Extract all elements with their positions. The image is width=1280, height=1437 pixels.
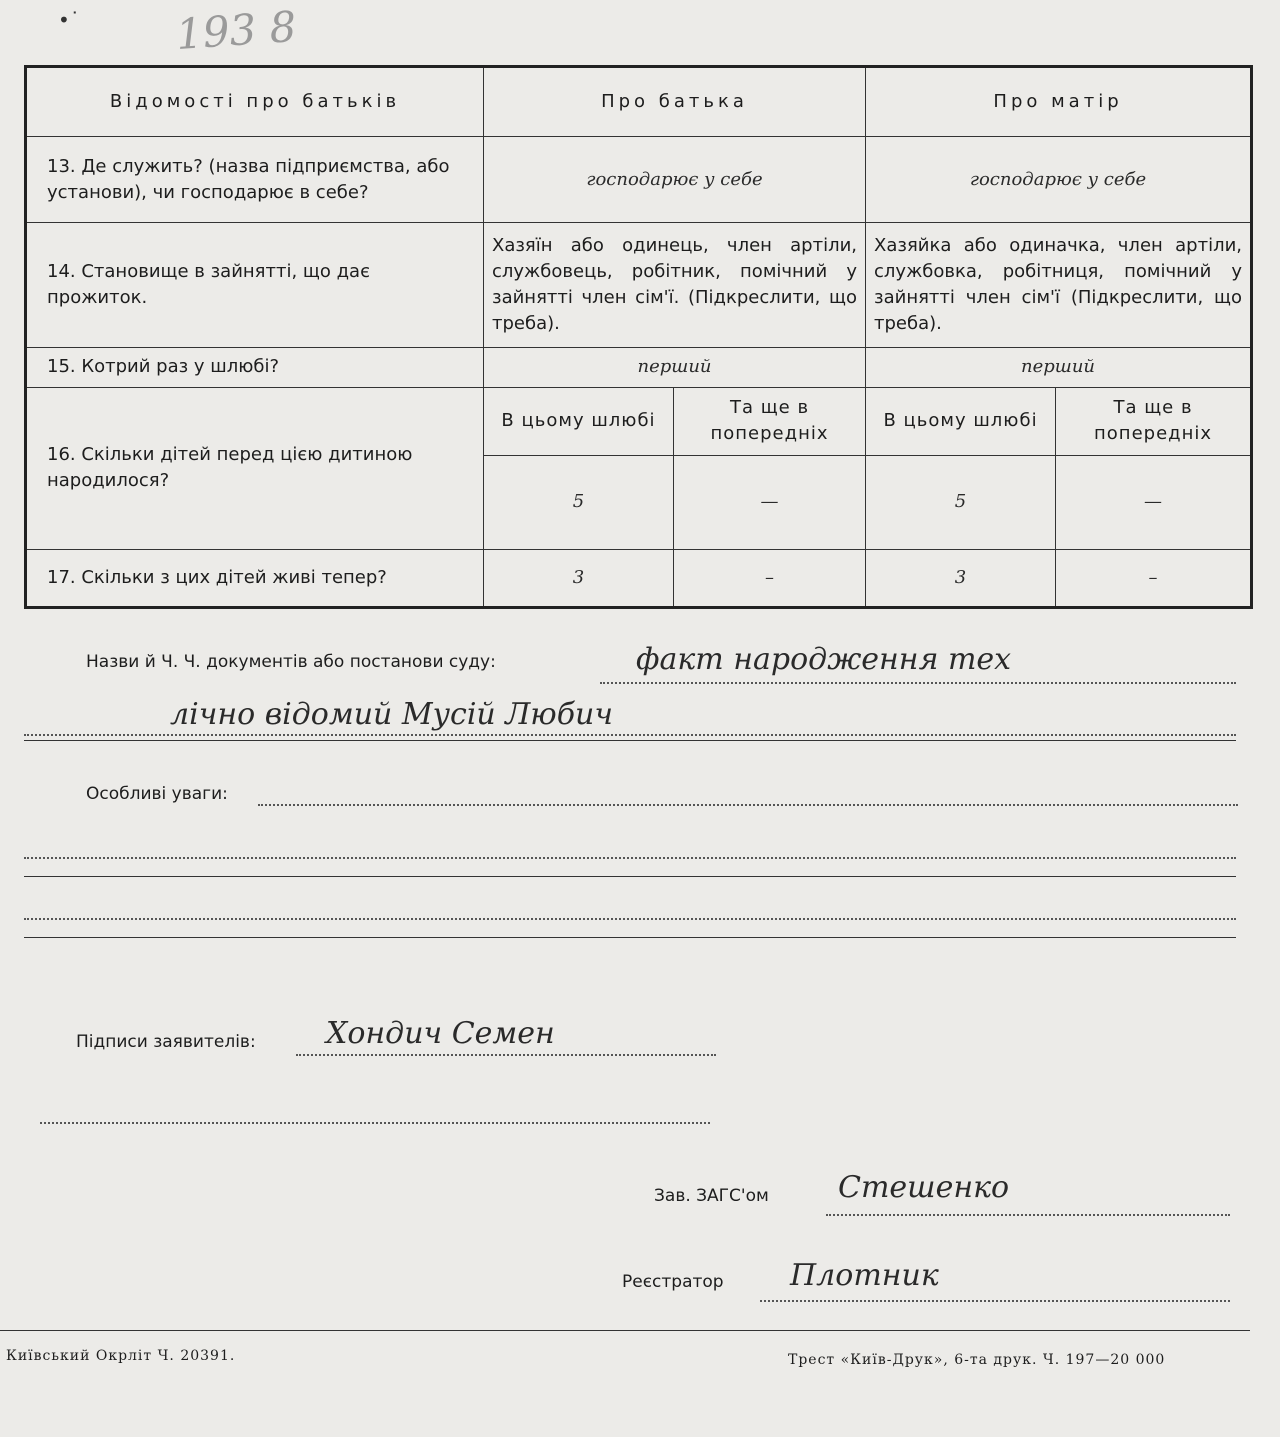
header-father: Про батька [484, 67, 866, 137]
remarks-rule1 [24, 876, 1236, 877]
registrar-label: Реєстратор [622, 1272, 724, 1292]
remarks-label: Особливі уваги: [86, 784, 228, 804]
mother-alive-this: 3 [866, 549, 1056, 607]
mother-alive-prev: – [1056, 549, 1252, 607]
row-13 [26, 137, 1252, 223]
documents-line1 [600, 682, 1236, 684]
father-children-this: 5 [484, 455, 674, 549]
father-this-marriage-header: В цьому шлюбі [484, 387, 674, 455]
remarks-rule2 [24, 937, 1236, 938]
mother-this-marriage-header: В цьому шлюбі [866, 387, 1056, 455]
father-alive-prev: – [674, 549, 866, 607]
remarks-line3 [24, 918, 1236, 920]
question-13: 13. Де служить? (назва підприємства, або установи), чи господарює в себе? [26, 137, 484, 223]
father-alive-this: 3 [484, 549, 674, 607]
remarks-line2 [24, 857, 1236, 859]
documents-value-line2: лічно відомий Мусій Любич [170, 697, 614, 732]
mother-previous-header: Та ще в попередніх [1056, 387, 1252, 455]
header-parents-info: Відомості про батьків [26, 67, 484, 137]
question-17: 17. Скільки з цих дітей живі тепер? [26, 549, 484, 607]
parents-info-table [24, 65, 1253, 609]
father-marriage-count: перший [484, 347, 866, 387]
table-header-row [26, 67, 1252, 137]
question-14: 14. Становище в зайнятті, що дає прожиток. [26, 223, 484, 347]
signatures-label: Підписи заявителів: [76, 1032, 256, 1052]
signatures-line2 [40, 1122, 710, 1124]
mother-children-this: 5 [866, 455, 1056, 549]
ink-mark: •˙ [58, 8, 80, 32]
question-15: 15. Котрий раз у шлюбі? [26, 347, 484, 387]
mother-children-prev: — [1056, 455, 1252, 549]
mother-marriage-count: перший [866, 347, 1252, 387]
year-note: 193 8 [174, 1, 298, 60]
footer-left: Київський Окрліт Ч. 20391. [6, 1348, 236, 1364]
remarks-line1 [258, 804, 1238, 806]
footer-right: Трест «Київ-Друк», 6-та друк. Ч. 197—20 000 [788, 1352, 1166, 1368]
documents-value-line1: факт народження тех [636, 642, 1012, 677]
zags-signature: Стешенко [838, 1170, 1010, 1205]
header-mother: Про матір [866, 67, 1252, 137]
row-15 [26, 347, 1252, 387]
signatures-line1 [296, 1054, 716, 1056]
registrar-signature: Плотник [790, 1258, 939, 1293]
mother-workplace: господарює у себе [866, 137, 1252, 223]
father-workplace: господарює у себе [484, 137, 866, 223]
signatures-value: Хондич Семен [326, 1016, 555, 1051]
father-previous-header: Та ще в попередніх [674, 387, 866, 455]
registrar-line [760, 1300, 1230, 1302]
question-16: 16. Скільки дітей перед цією дитиною народилося? [26, 387, 484, 549]
mother-occupation-status: Хазяйка або одиначка, член артіли, службовка, робітниця, помічний у зайнятті член сім'ї (Підкреслити, що треба). [866, 223, 1252, 347]
row-14 [26, 223, 1252, 347]
row-16-subheader [26, 387, 1252, 455]
documents-line2 [24, 734, 1236, 736]
zags-label: Зав. ЗАГС'ом [654, 1186, 769, 1206]
documents-label: Назви й Ч. Ч. документів або постанови суду: [86, 652, 496, 672]
zags-line [826, 1214, 1230, 1216]
father-occupation-status: Хазяїн або одинець, член артіли, службовець, робітник, помічний у зайнятті член сім'ї. (Підкреслити, що треба). [484, 223, 866, 347]
footer-rule [0, 1330, 1250, 1331]
row-17 [26, 549, 1252, 607]
divider-line [24, 740, 1236, 741]
father-children-prev: — [674, 455, 866, 549]
